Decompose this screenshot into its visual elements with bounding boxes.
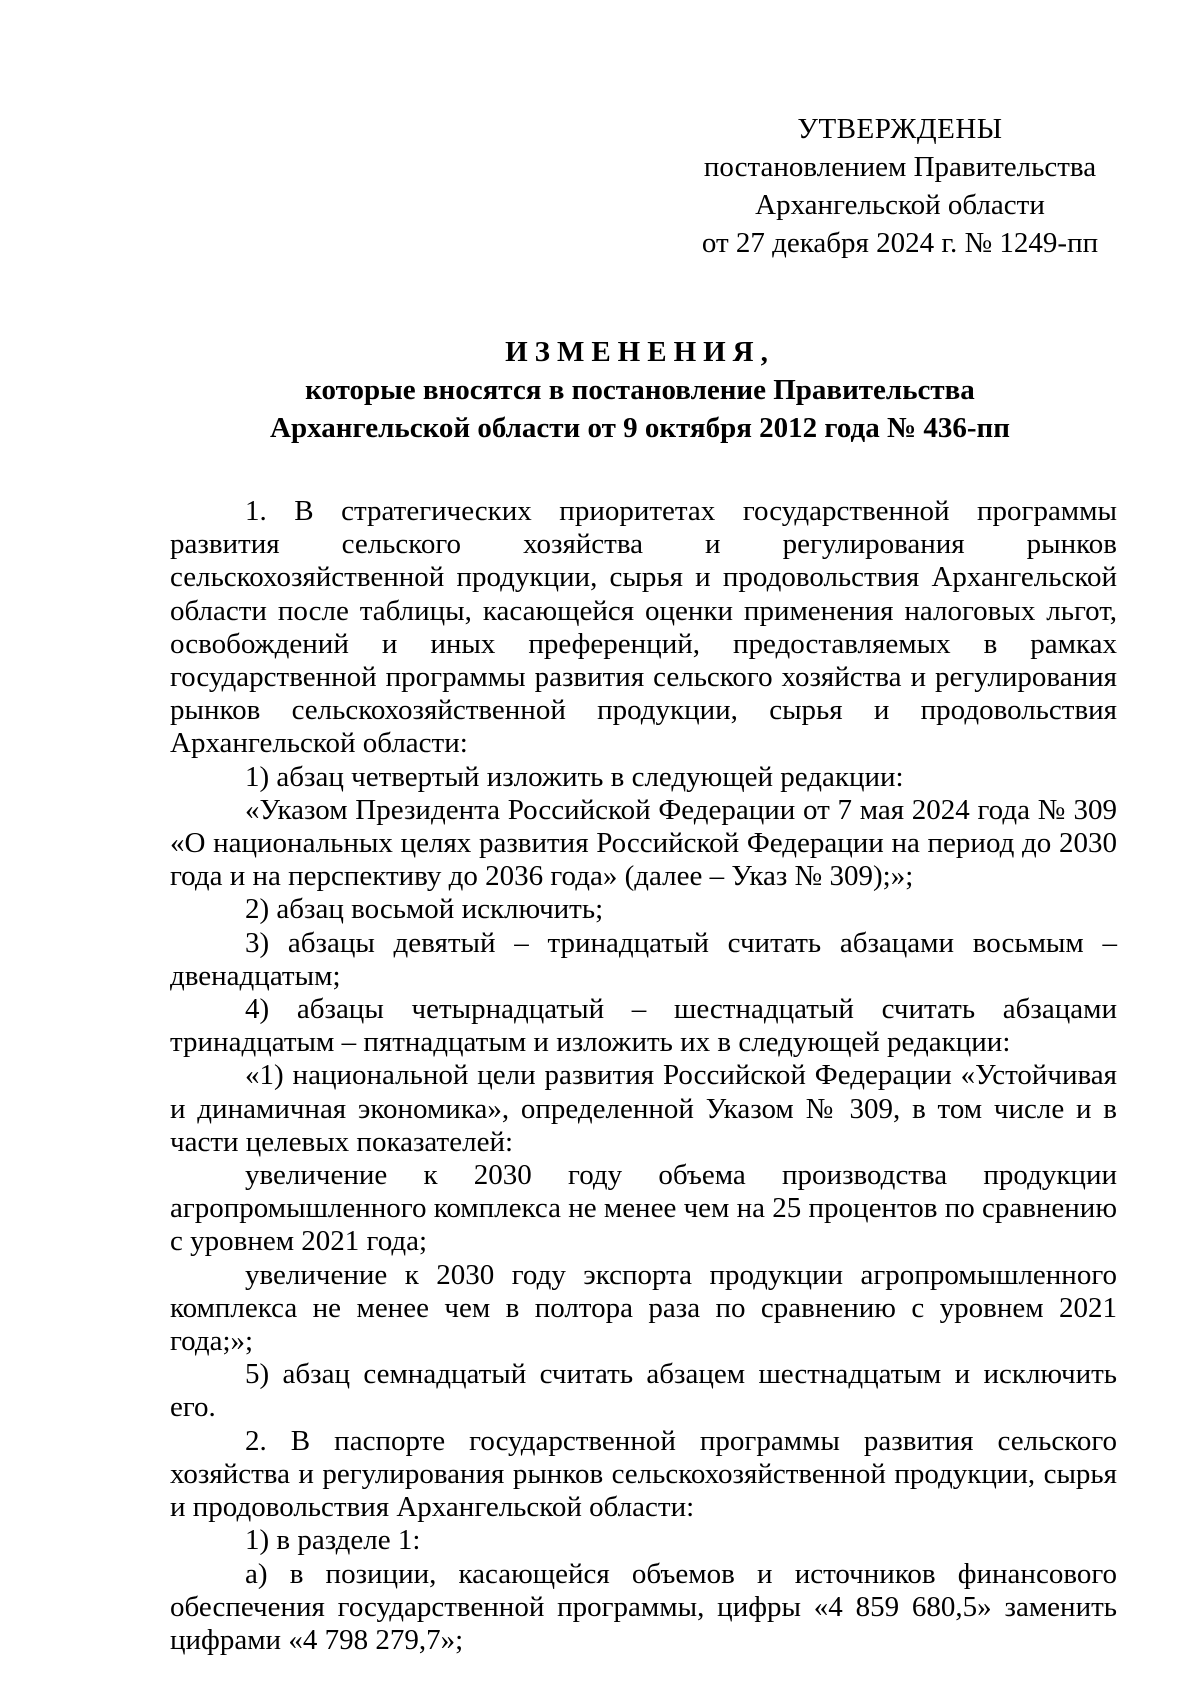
paragraph-6: 4) абзацы четырнадцатый – шестнадцатый считать абзацами тринадцатым – пятнадцатым и изложить их в следующей редакции: xyxy=(170,993,1117,1059)
approval-line-decree: постановлением Правительства xyxy=(703,151,1097,183)
approval-title: УТВЕРЖДЕНЫ xyxy=(797,113,1003,145)
approval-line-date: от 27 декабря 2024 г. № 1249-пп xyxy=(701,227,1099,259)
document-title: ИЗМЕНЕНИЯ, xyxy=(505,336,775,368)
paragraph-13: а) в позиции, касающейся объемов и источников финансового обеспечения государственной программы, цифры «4 859 680,5» заменить цифрами «4 798 279,7»; xyxy=(170,1557,1117,1656)
paragraph-7: «1) национальной цели развития Российской Федерации «Устойчивая и динамичная экономика», определенной Указом № 309, в том числе и в части целевых показателей: xyxy=(170,1059,1117,1158)
approval-line-region: Архангельской области xyxy=(755,189,1045,221)
document-subtitle-line-1: которые вносятся в постановление Правительства xyxy=(305,374,975,406)
document-subtitle-line-2: Архангельской области от 9 октября 2012 года № 436-пп xyxy=(270,412,1010,444)
document-heading xyxy=(180,333,1100,447)
paragraph-11: 2. В паспорте государственной программы развития сельского хозяйства и регулирования рынков сельскохозяйственной продукции, сырья и продовольствия Архангельской области: xyxy=(170,1424,1117,1524)
approval-stamp xyxy=(700,110,1100,262)
document-body xyxy=(170,495,1117,1657)
paragraph-3: «Указом Президента Российской Федерации от 7 мая 2024 года № 309 «О национальных целях развития Российской Федерации на период до 2030 года и на перспективу до 2036 года» (далее – Указ № 309);»; xyxy=(170,793,1117,893)
paragraph-12: 1) в разделе 1: xyxy=(245,1524,421,1557)
paragraph-1: 1. В стратегических приоритетах государственной программы развития сельского хозяйства и регулирования рынков сельскохозяйственной продукции, сырья и продовольствия Архангельской области после таблицы, касающейся оценки применения налоговых льгот, освобождений и иных преференций, предоставляемых в рамках государственной программы развития сельского хозяйства и регулирования рынков сельскохозяйственной продукции, сырья и продовольствия Архангельской области: xyxy=(170,495,1117,760)
paragraph-8: увеличение к 2030 году объема производства продукции агропромышленного комплекса не менее чем на 25 процентов по сравнению с уровнем 2021 года; xyxy=(170,1159,1117,1258)
paragraph-2: 1) абзац четвертый изложить в следующей редакции: xyxy=(245,760,904,793)
paragraph-10: 5) абзац семнадцатый считать абзацем шестнадцатым и исключить его. xyxy=(170,1358,1117,1424)
paragraph-4: 2) абзац восьмой исключить; xyxy=(245,893,604,926)
paragraph-9: увеличение к 2030 году экспорта продукции агропромышленного комплекса не менее чем в полтора раза по сравнению с уровнем 2021 года;»; xyxy=(170,1258,1117,1358)
paragraph-5: 3) абзацы девятый – тринадцатый считать абзацами восьмым – двенадцатым; xyxy=(170,926,1117,992)
